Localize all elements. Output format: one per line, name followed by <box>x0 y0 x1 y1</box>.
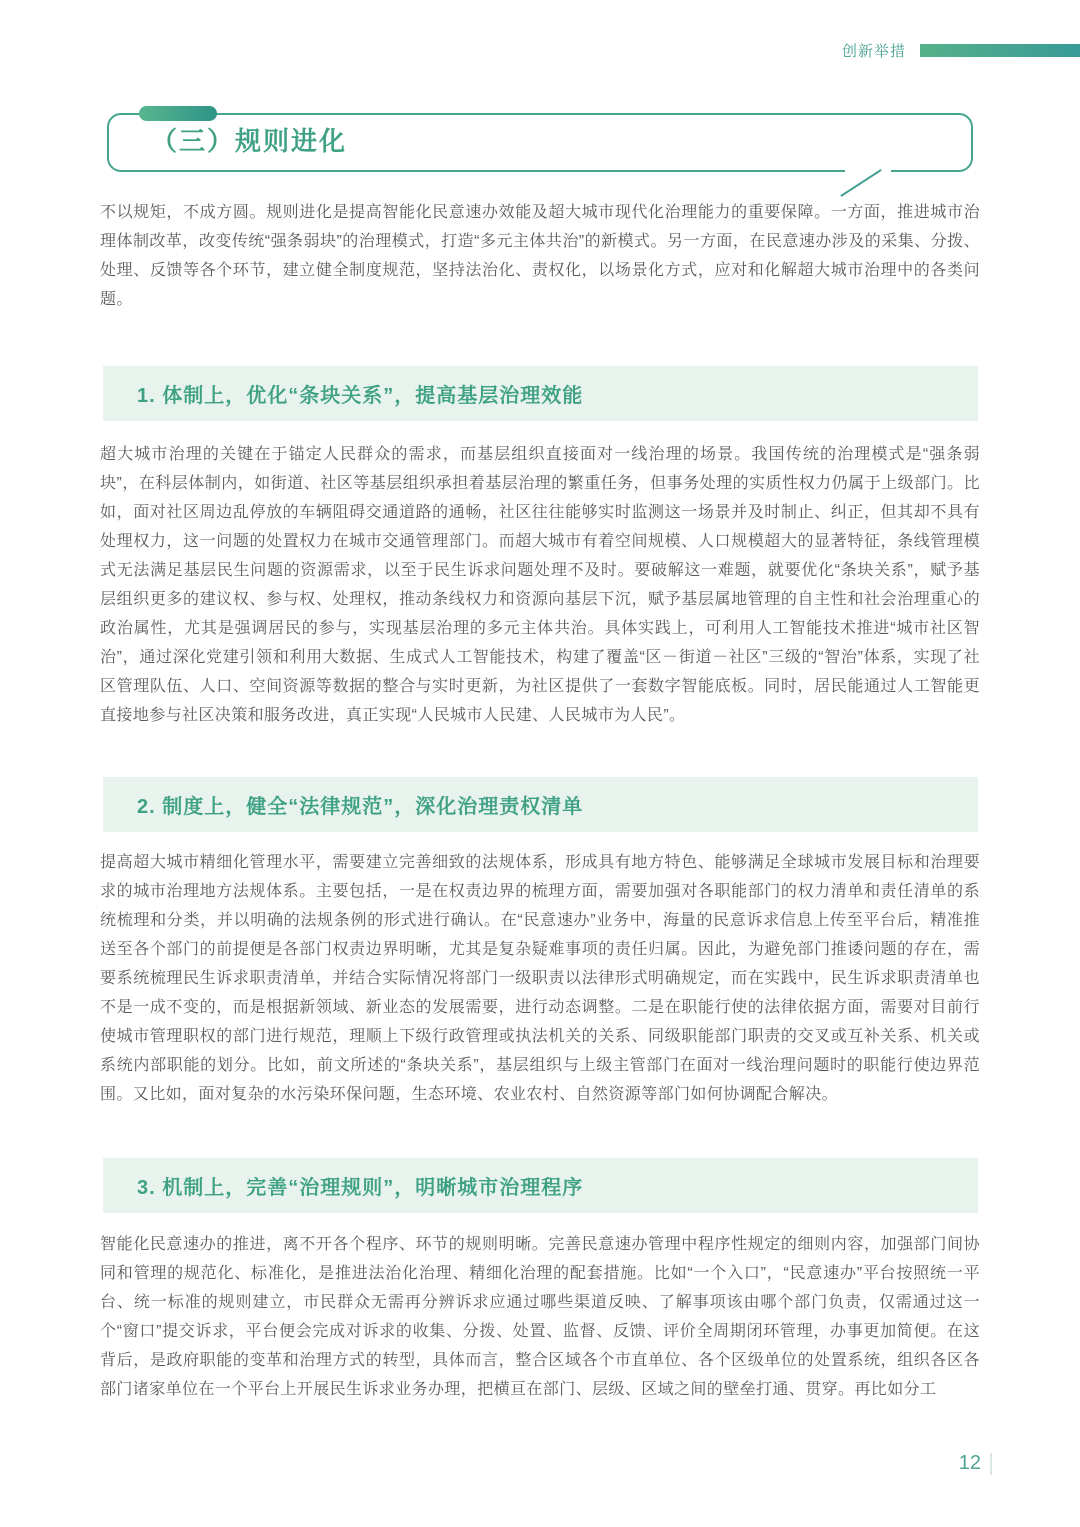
header-label: 创新举措 <box>841 42 906 60</box>
page-header <box>0 42 1080 58</box>
section-1-body: 超大城市治理的关键在于锚定人民群众的需求，而基层组织直接面对一线治理的场景。我国传统的治理模式是“强条弱块”，在科层体制内，如街道、社区等基层组织承担着基层治理的繁重任务，但事务处理的实质性权力仍属于上级部门。比如，面对社区周边乱停放的车辆阻碍交通道路的通畅，社区往往能够实时监测这一场景并及时制止、纠正，但其却不具有处理权力，这一问题的处置权力在城市交通管理部门。而超大城市有着空间规模、人口规模超大的显著特征，条线管理模式无法满足基层民生问题的资源需求，以至于民生诉求问题处理不及时。要破解这一难题，就要优化“条块关系”，赋予基层组织更多的建议权、参与权、处理权，推动条线权力和资源向基层下沉，赋予基层属地管理的自主性和社会治理重心的政治属性，尤其是强调居民的参与，实现基层治理的多元主体共治。具体实践上，可利用人工智能技术推进“城市社区智治”，通过深化党建引领和利用大数据、生成式人工智能技术，构建了覆盖“区－街道－社区”三级的“智治”体系，实现了社区管理队伍、人口、空间资源等数据的整合与实时更新，为社区提供了一套数字智能底板。同时，居民能通过人工智能更直接地参与社区决策和服务改进，真正实现“人民城市人民建、人民城市为人民”。 <box>100 446 980 724</box>
section-2-body: 提高超大城市精细化管理水平，需要建立完善细致的法规体系，形成具有地方特色、能够满足全球城市发展目标和治理要求的城市治理地方法规体系。主要包括，一是在权责边界的梳理方面，需要加强对各职能部门的权力清单和责任清单的系统梳理和分类，并以明确的法规条例的形式进行确认。在“民意速办”业务中，海量的民意诉求信息上传至平台后，精准推送至各个部门的前提便是各部门权责边界明晰，尤其是复杂疑难事项的责任归属。因此，为避免部门推诿问题的存在，需要系统梳理民生诉求职责清单，并结合实际情况将部门一级职责以法律形式明确规定，而在实践中，民生诉求职责清单也不是一成不变的，而是根据新领域、新业态的发展需要，进行动态调整。二是在职能行使的法律依据方面，需要对目前行使城市管理职权的部门进行规范，理顺上下级行政管理或执法机关的关系、同级职能部门职责的交叉或互补关系、机关或系统内部职能的划分。比如，前文所述的“条块关系”，基层组织与上级主管部门在面对一线治理问题时的职能行使边界范围。又比如，面对复杂的水污染环保问题，生态环境、农业农村、自然资源等部门如何协调配合解决。 <box>100 854 980 1103</box>
section-3-body: 智能化民意速办的推进，离不开各个程序、环节的规则明晰。完善民意速办管理中程序性规定的细则内容，加强部门间协同和管理的规范化、标准化，是推进法治化治理、精细化治理的配套措施。比如“一个入口”，“民意速办”平台按照统一平台、统一标准的规则建立，市民群众无需再分辨诉求应通过哪些渠道反映、了解事项该由哪个部门负责，仅需通过这一个“窗口”提交诉求，平台便会完成对诉求的收集、分拨、处置、监督、反馈、评价全周期闭环管理，办事更加简便。在这背后，是政府职能的变革和治理方式的转型，具体而言，整合区域各个市直单位、各个区级单位的处置系统，组织各区各部门诸家单位在一个平台上开展民生诉求业务办理，把横亘在部门、层级、区域之间的壁垒打通、贯穿。再比如分工 <box>100 1236 980 1398</box>
section-title-box <box>107 113 973 172</box>
page-number: 12 <box>958 1452 981 1474</box>
page-number-divider <box>990 1453 992 1475</box>
page-footer <box>959 1452 992 1475</box>
section-1-heading-bar <box>103 366 978 421</box>
section-1-heading: 1. 体制上，优化“条块关系”，提高基层治理效能 <box>137 385 584 407</box>
section-3-heading: 3. 机制上，完善“治理规则”，明晰城市治理程序 <box>137 1177 584 1199</box>
title-tail-line <box>840 169 881 197</box>
section-2-heading: 2. 制度上，健全“法律规范”，深化治理责权清单 <box>137 796 584 818</box>
section-2-heading-bar <box>103 777 978 832</box>
title-tail-gap <box>845 169 891 172</box>
section-3-heading-bar <box>103 1158 978 1213</box>
page-title: （三）规则进化 <box>151 126 348 156</box>
title-pill-decoration <box>139 106 217 121</box>
intro-paragraph: 不以规矩，不成方圆。规则进化是提高智能化民意速办效能及超大城市现代化治理能力的重要保障。一方面，推进城市治理体制改革，改变传统“强条弱块”的治理模式，打造“多元主体共治”的新模式。另一方面，在民意速办涉及的采集、分拨、处理、反馈等各个环节，建立健全制度规范，坚持法治化、责权化，以场景化方式，应对和化解超大城市治理中的各类问题。 <box>100 204 980 308</box>
header-accent-bar <box>920 44 1080 57</box>
